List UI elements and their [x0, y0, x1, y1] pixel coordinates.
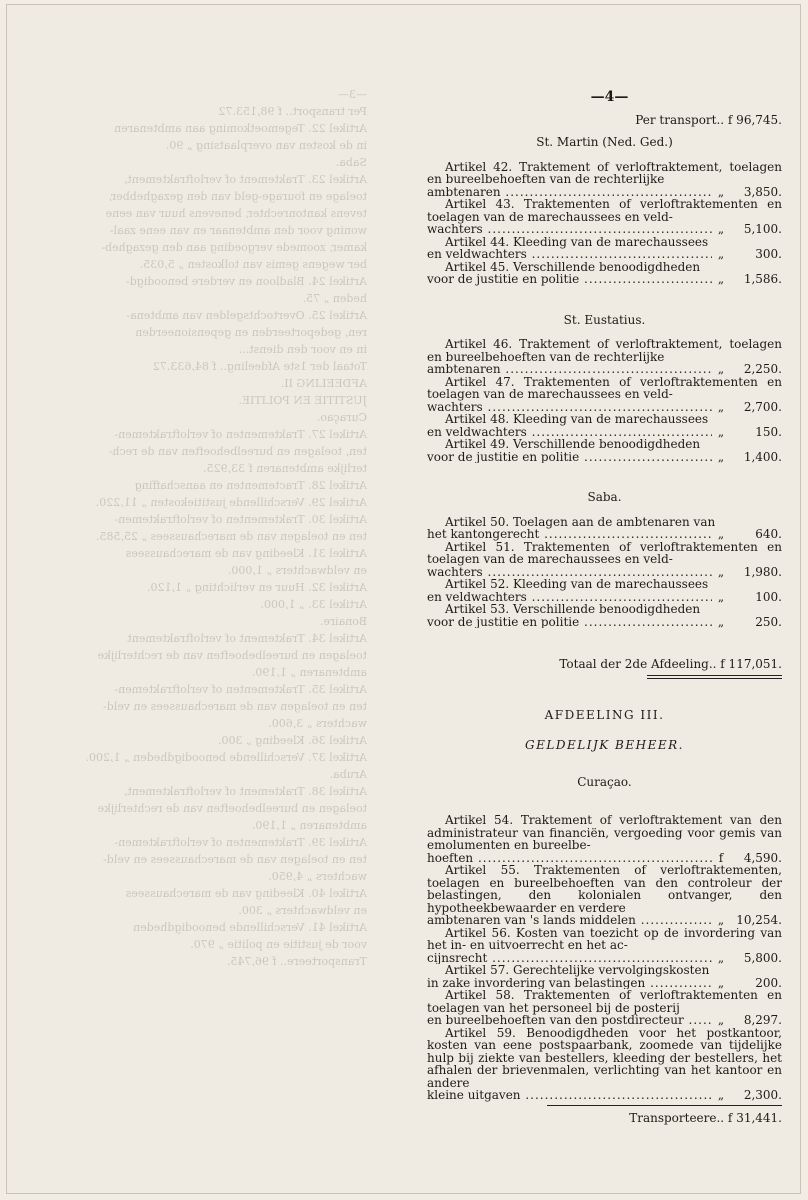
article-amount-row [427, 616, 782, 629]
article-amount: 4,590. [743, 850, 782, 865]
bleed-through-line: Artikel 41. Verschillende benoodigdheden [133, 921, 367, 934]
document-sheet [6, 4, 801, 1194]
budget-article [427, 964, 782, 989]
article-amount-row [427, 914, 782, 927]
bleed-through-line: toelagen en bureelbehoeften van de rechterlijke [97, 649, 367, 662]
bleed-through-line: toelagen en bureelbehoeften van de rechterlijke [97, 802, 367, 815]
bleed-through-line: ten, toelagen en bureelbehoeften van de rech- [108, 445, 367, 458]
currency-mark: „ [717, 184, 725, 199]
budget-article [427, 541, 782, 579]
bleed-through-line: Artikel 37. Verschillende benoodigdheden „ 1,200. [85, 751, 367, 764]
bleed-through-line: en veldwachters „ 1,000. [227, 564, 367, 577]
article-amount: 1,586. [743, 272, 782, 286]
bleed-through-line: in en voor den dienst... [238, 343, 367, 356]
bleed-through-line: Artikel 23. Traktement of verloftraktement, [123, 173, 367, 186]
article-lead-text: wachters ..... [427, 566, 712, 579]
currency-mark: „ [717, 222, 725, 236]
bleed-through-line: en veldwachters „ 300. [238, 904, 367, 917]
bleed-through-line: Per transport.. f 98,153.72 [218, 105, 367, 118]
bleed-through-line: Artikel 39. Traktementen of verloftraktemen- [114, 836, 367, 849]
currency-mark: „ [717, 449, 725, 464]
article-lead-text: wachters ..... [427, 401, 712, 414]
article-amount: 1,400. [743, 449, 782, 464]
article-lead-text: voor de justitie en politie ..... [427, 273, 712, 286]
article-text: Artikel 58. Traktementen of verloftraktementen en toelagen van het personeel bij de posterij [427, 988, 782, 1015]
bleed-through-line: tevens kantonrechter, benevens huur van eene [105, 207, 367, 220]
bleed-through-line: Totaal der 1ste Afdeeling.. f 84,633.72 [152, 360, 367, 373]
budget-article [427, 1027, 782, 1102]
article-text: Artikel 59. Benoodigdheden voor het postkantoor, kosten van eene postspaarbank, zoomede van tijdelijke hulp bij ziekte van bestellers, kleeding der bestellers, het afhalen der brievenmalen, verlichting van het kantoor en andere [427, 1025, 782, 1090]
bleed-through-line: kamer, zoomede vergoeding aan den gezagheb- [101, 241, 367, 254]
article-amount-row [427, 451, 782, 464]
section-title: St. Eustatius. [563, 312, 646, 327]
article-text: Artikel 55. Traktementen of verloftraktementen, toelagen en bureelbehoeften van den controleur der belastingen, den kolonialen ontvanger, den hypotheekbewaarder en verdere [427, 863, 782, 915]
bleed-through-line: voor de justitie en politie „ 970. [190, 938, 367, 951]
budget-article [427, 438, 782, 463]
bleed-through-text [37, 87, 367, 1107]
article-text: Artikel 49. Verschillende benoodigdheden [445, 437, 701, 451]
currency-mark: f [718, 850, 724, 865]
article-amount-row [427, 528, 782, 541]
article-amount: 150. [755, 424, 782, 439]
bleed-through-line: Artikel 28. Tractementen en aanschaffing [134, 479, 367, 492]
article-amount-row [427, 1089, 782, 1102]
bleed-through-line: terlijke ambtenaren f 33,925. [203, 462, 367, 475]
currency-mark: „ [717, 424, 725, 439]
budget-article [427, 516, 782, 541]
article-lead-text: in zake invordering van belastingen ..... [427, 977, 712, 990]
bleed-through-line: Curaçao. [317, 411, 367, 424]
article-amount: 1,980. [743, 564, 782, 579]
article-text: Artikel 47. Traktementen of verloftraktementen en toelagen van de marechaussees en veld- [427, 374, 782, 401]
bleed-through-line: AFDEELING II. [280, 377, 367, 390]
currency-mark: „ [717, 589, 725, 604]
currency-mark: „ [717, 247, 725, 261]
article-text: Artikel 44. Kleeding van de marechaussees [445, 234, 709, 249]
bleed-through-line: Artikel 38. Traktement of verloftraktement, [123, 785, 367, 798]
bleed-through-line: ber wegens gemis van tolkosten „ 5,035. [139, 258, 367, 271]
bleed-through-line: JUSTITIE EN POLITIE. [238, 394, 367, 407]
currency-mark: „ [717, 975, 725, 990]
budget-article [427, 236, 782, 261]
article-text: Artikel 48. Kleeding van de marechaussees [445, 412, 709, 426]
bleed-through-line: Artikel 30. Traktementen of verloftraktemen- [114, 513, 367, 526]
budget-article [427, 413, 782, 438]
article-lead-text: en veldwachters ..... [427, 426, 712, 439]
article-text: Artikel 53. Verschillende benoodigdheden [445, 602, 701, 616]
afdeeling-subtitle: GELDELIJK BEHEER. [525, 738, 684, 752]
curacao-articles [427, 814, 782, 1102]
bleed-through-line: ren, gedeporteerden en gepensioneerden [135, 326, 367, 339]
article-lead-text: voor de justitie en politie ..... [427, 616, 712, 629]
currency-mark: „ [717, 527, 725, 541]
article-amount: 100. [755, 589, 782, 604]
article-text: Artikel 50. Toelagen aan de ambtenaren van [445, 514, 716, 529]
bleed-through-line: Artikel 33. „ 1,000. [260, 598, 367, 611]
budget-article [427, 376, 782, 414]
bleed-through-line: Artikel 24. Bladloon en verdere benoodigd- [126, 275, 367, 288]
article-amount-row [427, 223, 782, 236]
article-lead-text: kleine uitgaven ..... [427, 1089, 712, 1102]
article-text: Artikel 56. Kosten van toezicht op de invordering van het in- en uitvoerrecht en het ac- [427, 925, 782, 952]
section-title: Saba. [587, 490, 622, 504]
total-2de-afdeeling: Totaal der 2de Afdeeling.. f 117,051. [559, 657, 782, 671]
article-amount: 2,300. [743, 1088, 782, 1102]
article-amount: 250. [755, 614, 782, 629]
curacao-title: Curaçao. [577, 774, 632, 789]
currency-mark: „ [717, 1013, 725, 1027]
bleed-through-line: wachters „ 4,950. [268, 870, 367, 883]
bleed-through-line: Artikel 25. Overtochtsgelden van ambtena- [126, 309, 367, 322]
bleed-through-line: Artikel 40. Kleeding van de marechaussees [125, 887, 367, 900]
article-lead-text: en veldwachters ..... [427, 591, 712, 604]
article-amount-row [427, 363, 782, 376]
article-text: Artikel 52. Kleeding van de marechaussees [445, 577, 709, 591]
budget-article [427, 864, 782, 927]
bleed-through-line: Artikel 36. Kleeding „ 300. [218, 734, 367, 747]
bleed-through-line: Artikel 22. Tegemoetkoming aan ambtenaren [114, 122, 367, 135]
article-amount: 5,800. [743, 950, 782, 965]
article-text: Artikel 57. Gerechtelijke vervolgingskosten [445, 963, 710, 977]
budget-article [427, 603, 782, 628]
bleed-through-line: woning voor den ambtenaar en van eene zaal- [109, 224, 367, 237]
article-text: Artikel 45. Verschillende benoodigdheden [445, 259, 701, 274]
article-lead-text: hoeften ..... [427, 852, 712, 865]
bleed-through-line: Artikel 31. Kleeding van de marechaussees [125, 547, 367, 560]
article-amount: 2,250. [743, 362, 782, 376]
budget-article [427, 927, 782, 965]
currency-mark: „ [717, 950, 725, 965]
bleed-through-line: Artikel 32. Huur en verlichting „ 1,120. [147, 581, 367, 594]
budget-article [427, 338, 782, 376]
article-amount: 3,850. [743, 184, 782, 199]
bleed-through-line: —3— [338, 88, 367, 101]
currency-mark: „ [717, 913, 725, 927]
bleed-through-line: heden „ 75. [302, 292, 367, 305]
bleed-through-line: Artikel 35. Traktementen of verloftraktemen- [114, 683, 367, 696]
article-lead-text: cijnsrecht ..... [427, 952, 712, 965]
article-amount: 2,700. [743, 399, 782, 414]
currency-mark: „ [717, 362, 725, 376]
budget-article [427, 198, 782, 236]
bleed-through-line: ambtenaren „ 1,190. [251, 666, 367, 679]
article-lead-text: ambtenaren van 's lands middelen ..... [427, 914, 712, 927]
article-lead-text: en bureelbehoeften van den postdirecteur ..... [427, 1014, 712, 1027]
bleed-through-line: Transporteere.. f 96,745. [226, 955, 367, 968]
bleed-through-line: ten en toelagen van de marechaussees en veld- [103, 853, 367, 866]
bleed-through-line: Artikel 27. Traktementen of verloftraktemen- [114, 428, 367, 441]
currency-mark: „ [717, 399, 725, 414]
budget-article [427, 161, 782, 199]
bleed-through-line: Bonaire. [319, 615, 367, 628]
article-amount: 10,254. [736, 913, 782, 927]
article-text: Artikel 43. Traktementen of verloftraktementen en toelagen van de marechaussees en veld- [427, 197, 782, 224]
budget-article [427, 261, 782, 286]
per-transport-line: Per transport.. f 96,745. [635, 112, 782, 127]
currency-mark: „ [717, 1088, 725, 1102]
article-text: Artikel 46. Traktement of verloftraktement, toelagen en bureelbehoeften van de rechterlijke [427, 337, 782, 364]
bleed-through-line: in de kosten van overplaatsing „ 90. [165, 139, 367, 152]
article-text: Artikel 54. Traktement of verloftraktement van den administrateur van financiën, vergoeding voor gemis van emolumenten en bureelbe- [427, 813, 782, 852]
bleed-through-line: toelage en fourage-geld van den gezaghebber, [108, 190, 367, 203]
article-lead-text: ambtenaren ..... [427, 363, 712, 376]
bleed-through-line: ambtenaren „ 1,190. [251, 819, 367, 832]
page-content [427, 91, 782, 1124]
article-amount-row [427, 1014, 782, 1027]
section-title: St. Martin (Ned. Ged.) [536, 135, 673, 149]
article-amount: 300. [755, 247, 782, 261]
article-amount-row [427, 273, 782, 286]
article-lead-text: en veldwachters ..... [427, 248, 712, 261]
article-amount-row [427, 248, 782, 261]
sections-container [427, 136, 782, 650]
article-text: Artikel 42. Traktement of verloftraktement, toelagen en bureelbehoeften van de rechterlijke [427, 159, 782, 186]
currency-mark: „ [717, 564, 725, 579]
bleed-through-line: Aruba. [329, 768, 367, 781]
bleed-through-line: ten en toelagen van de marechaussees „ 25,585. [95, 530, 367, 543]
bleed-through-line: Saba. [335, 156, 367, 169]
bleed-through-line: ten en toelagen van de marechaussees en veld- [103, 700, 367, 713]
currency-mark: „ [717, 614, 725, 629]
currency-mark: „ [717, 272, 725, 286]
article-text: Artikel 51. Traktementen of verloftraktementen en toelagen van de marechaussees en veld- [427, 539, 782, 566]
article-lead-text: wachters ..... [427, 223, 712, 236]
budget-article [427, 989, 782, 1027]
article-lead-text: voor de justitie en politie ..... [427, 451, 712, 464]
bleed-through-line: Artikel 34. Traktement of verloftraktement [127, 632, 367, 645]
article-amount: 8,297. [743, 1013, 782, 1027]
article-amount: 200. [755, 975, 782, 990]
article-lead-text: ambtenaren ..... [427, 186, 712, 199]
article-amount: 640. [755, 527, 782, 541]
article-amount: 5,100. [743, 222, 782, 236]
afdeeling-title: AFDEELING III. [544, 707, 665, 722]
budget-article [427, 578, 782, 603]
bleed-through-line: Artikel 29. Verschillende justitiekosten „ 11,220. [95, 496, 367, 509]
page-number: —4— [590, 89, 629, 105]
bottom-rule [547, 1105, 782, 1106]
budget-article [427, 814, 782, 864]
transporteere-line: Transporteere.. f 31,441. [629, 1110, 782, 1125]
article-lead-text: het kantongerecht ..... [427, 528, 712, 541]
bleed-through-line: wachters „ 3,600. [268, 717, 367, 730]
